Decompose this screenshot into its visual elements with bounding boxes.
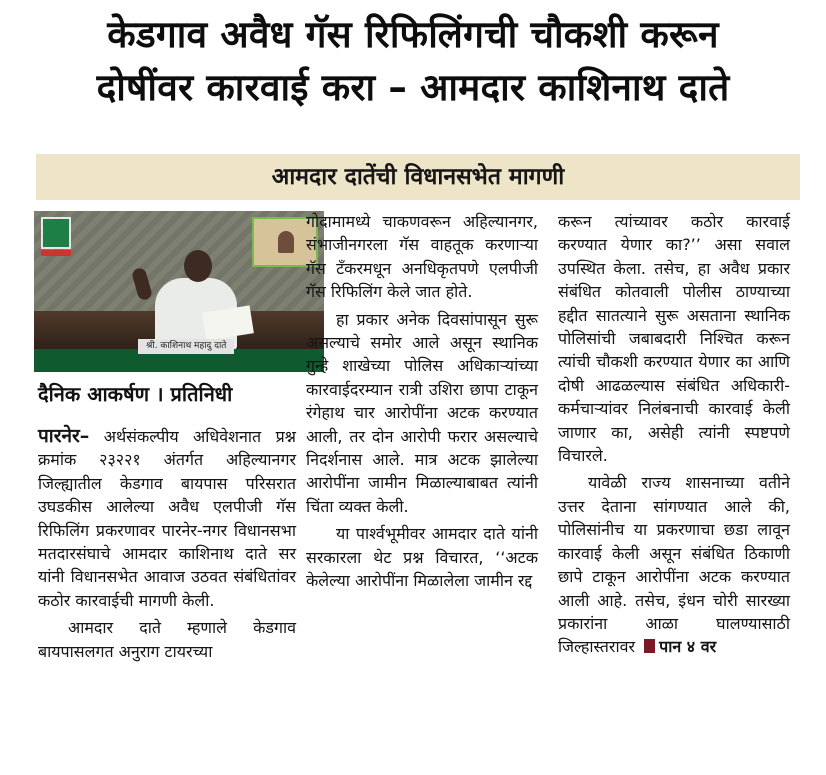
paragraph-1 [38, 425, 296, 612]
headline-line-1: केडगाव अवैध गॅस रिफिलिंगची चौकशी करून [107, 13, 719, 56]
paragraph-3: गोदामामध्ये चाकणवरून अहिल्यानगर, संभाजीनगरला गॅस वाहतूक करणाऱ्या गॅस टँकरमधून अनधिकृतपणे एलपीजी गॅस रिफिलिंग केले जात होते. [306, 212, 538, 302]
speaker-head [184, 250, 212, 282]
continued-on-page: पान ४ वर [659, 637, 717, 657]
paragraph-4: हा प्रकार अनेक दिवसांपासून सुरू असल्याचे समोर आले असून स्थानिक गुन्हे शाखेच्या पोलिस अधिकाऱ्यांच्या कारवाईदरम्यान रात्री उशिरा छापा टाकून रंगेहाथ चार आरोपींना अटक करण्यात आली, तर दोन आरोपी फरार असल्याचे निदर्शनास आले. मात्र अटक झालेल्या आरोपींना जामीन मिळाल्याबाबत त्यांनी चिंता व्यक्त केली. [306, 309, 538, 516]
photo-caption: श्री. काशिनाथ महादु दाते [138, 339, 234, 354]
paragraph-7 [558, 471, 790, 658]
byline: दैनिक आकर्षण । प्रतिनिधी [38, 382, 233, 406]
news-photo [34, 211, 324, 372]
headline-line-2: दोषींवर कारवाई करा – आमदार काशिनाथ दाते [96, 66, 730, 109]
article-column-1 [38, 425, 296, 663]
subheadline: आमदार दातेंची विधानसभेत मागणी [36, 154, 800, 200]
channel-logo-bar [41, 250, 71, 256]
channel-logo-icon [41, 217, 71, 249]
paragraph-6: करून त्यांच्यावर कठोर कारवाई करण्यात येणार का?’’ असा सवाल उपस्थित केला. तसेच, हा अवैध प्रकार संबंधित कोतवाली पोलीस ठाण्याच्या हद्दीत सातत्याने सुरू असताना स्थानिक पोलिसांची जबाबदारी निश्चित करून त्यांची चौकशी करण्यात येणार का आणि दोषी आढळल्यास संबंधित अधिकारी-कर्मचाऱ्यांवर निलंबनाची कारवाई केली जाणार का, असेही त्यांनी स्पष्टपणे विचारले. [558, 212, 790, 466]
article-column-3 [558, 210, 790, 659]
paragraph-5: या पार्श्वभूमीवर आमदार दाते यांनी सरकारला थेट प्रश्न विचारत, ‘‘अटक केलेल्या आरोपींना मिळालेला जामीन रद्द [306, 524, 538, 591]
article-column-2 [306, 210, 538, 593]
paragraph-1-text: अर्थसंकल्पीय अधिवेशनात प्रश्न क्रमांक २३२२१ अंतर्गत अहिल्यानगर जिल्ह्यातील केडगाव बायपास परिसरात उघडकीस आलेल्या अवैध एलपीजी गॅस रिफिलिंग प्रकरणावर पारनेर-नगर विधानसभा मतदारसंघाचे आमदार काशिनाथ दाते सर यांनी विधानसभेत आवाज उठवत संबंधितांवर कठोर कारवाईची मागणी केली. [38, 427, 296, 610]
continuation-square-icon [644, 639, 655, 653]
paragraph-2: आमदार दाते म्हणाले केडगाव बायपासलगत अनुराग टायरच्या [38, 618, 296, 661]
headline [14, 8, 812, 114]
paragraph-7-text: यावेळी राज्य शासनाच्या वतीने उत्तर देताना सांगण्यात आले की, पोलिसांनीच या प्रकरणाचा छडा लावून कारवाई केली असून संबंधित ठिकाणी छापे टाकून आरोपींना अटक करण्यात आली आहे. तसेच, इंधन चोरी सारख्या प्रकारांना आळा घालण्यासाठी जिल्हास्तरावर [558, 473, 790, 657]
dateline: पारनेर– [38, 425, 90, 447]
